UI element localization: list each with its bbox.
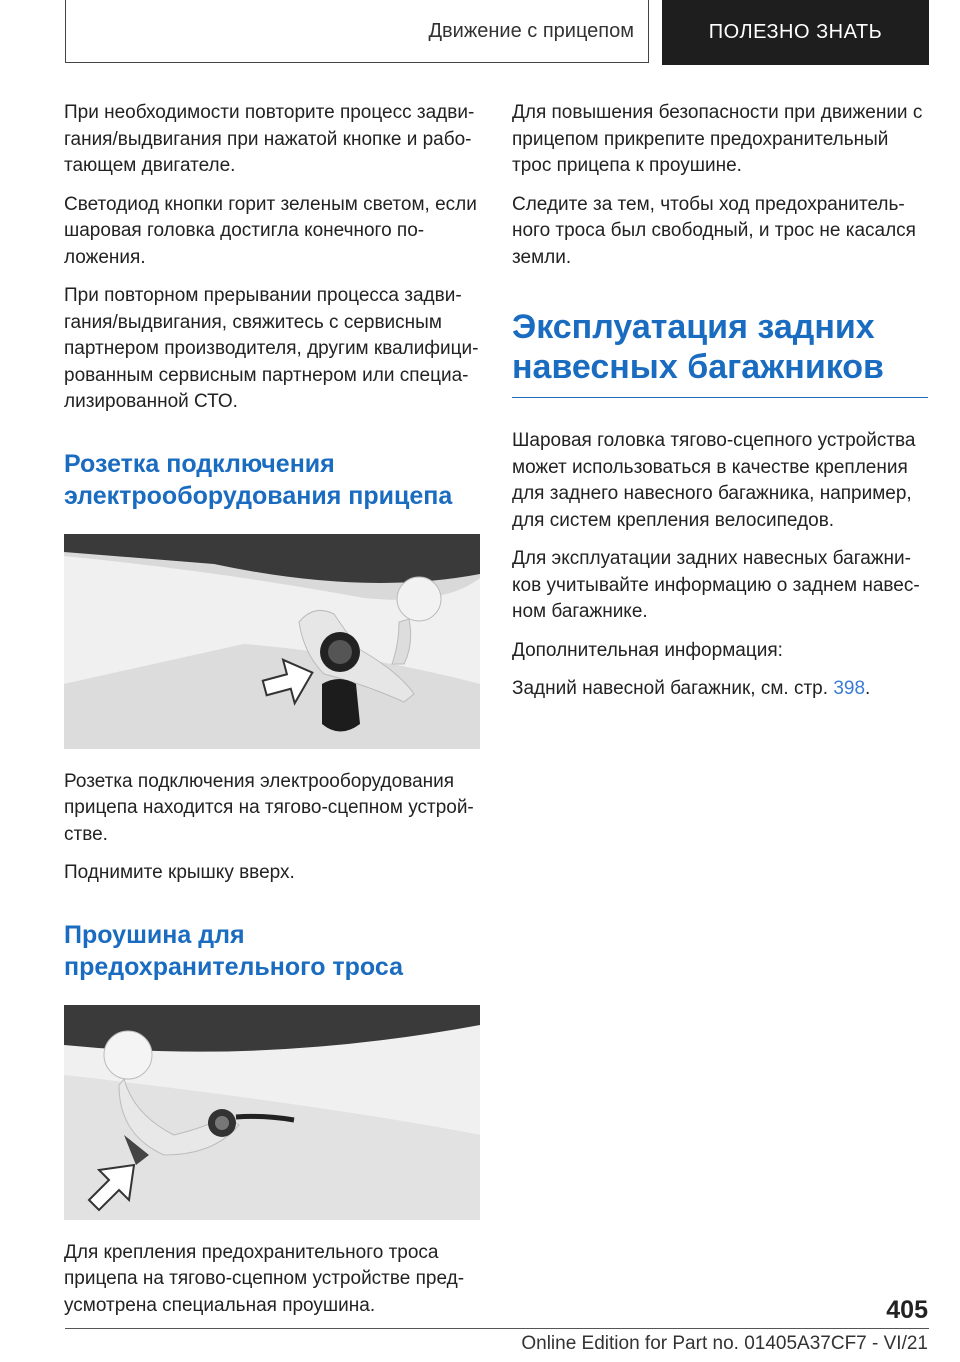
paragraph: При повторном прерывании процесса задви-гания/выдвигания, свяжитесь с сервисным партнером производителя, другим квалифици-рованным сервисным партнером или специа-лизированной СТО. <box>64 285 479 412</box>
section-heading-rear-rack <box>512 307 930 387</box>
header-section-tab <box>65 0 649 63</box>
footer-divider <box>65 1328 929 1329</box>
paragraph: Дополнительная информация: <box>512 639 783 661</box>
paragraph: При необходимости повторите процесс задви-гания/выдвигания при нажатой кнопке и рабо-тающем двигателе. <box>64 102 475 176</box>
heading-line: предохранительного троса <box>64 952 403 981</box>
section-heading-eye <box>64 919 482 983</box>
edition-footer: Online Edition for Part no. 01405A37CF7 - VI/21 <box>521 1333 928 1354</box>
heading-line: Проушина для <box>64 920 245 949</box>
section-heading-socket <box>64 448 482 512</box>
paragraph: Светодиод кнопки горит зеленым светом, если шаровая головка достигла конечного по-ложения. <box>64 193 477 268</box>
paragraph: Шаровая головка тягово-сцепного устройства может использоваться в качестве крепления для заднего навесного багажника, например, для систем крепления велосипедов. <box>512 430 916 531</box>
safety-eye-illustration <box>64 1005 480 1220</box>
heading-divider <box>512 397 928 398</box>
reference-text: Задний навесной багажник, см. стр. <box>512 678 834 699</box>
header-section-title: Движение с прицепом <box>428 19 634 42</box>
heading-line: Эксплуатация задних <box>512 308 875 346</box>
reference-end: . <box>865 678 871 699</box>
paragraph: Следите за тем, чтобы ход предохранитель-ного троса был свободный, и трос не касался земли. <box>512 193 916 268</box>
socket-illustration <box>64 534 480 749</box>
paragraph: Поднимите крышку вверх. <box>64 862 295 883</box>
paragraph: Для эксплуатации задних навесных багажни-ков учитывайте информацию о заднем навес-ном багажнике. <box>512 548 920 622</box>
paragraph: Для крепления предохранительного троса прицепа на тягово-сцепном устройстве пред-усмотрена специальная проушина. <box>64 1241 465 1316</box>
header-chapter-title: ПОЛЕЗНО ЗНАТЬ <box>708 21 883 43</box>
paragraph: Розетка подключения электрооборудования прицепа находится на тягово-сцепном устрой-стве. <box>64 770 474 845</box>
right-column <box>512 100 930 715</box>
heading-line: навесных багажников <box>512 348 884 386</box>
page-number: 405 <box>886 1296 928 1324</box>
header-chapter-tab <box>662 0 929 65</box>
paragraph-with-link <box>512 676 930 703</box>
page-header <box>65 0 929 65</box>
heading-line: Розетка подключения <box>64 449 335 478</box>
left-column <box>64 100 482 1331</box>
heading-line: электрооборудования прицепа <box>64 481 453 510</box>
paragraph: Для повышения безопасности при движении с прицепом прикрепите предохранительный трос прицепа к проушине. <box>512 102 923 176</box>
page-reference-link[interactable]: 398 <box>833 678 866 699</box>
